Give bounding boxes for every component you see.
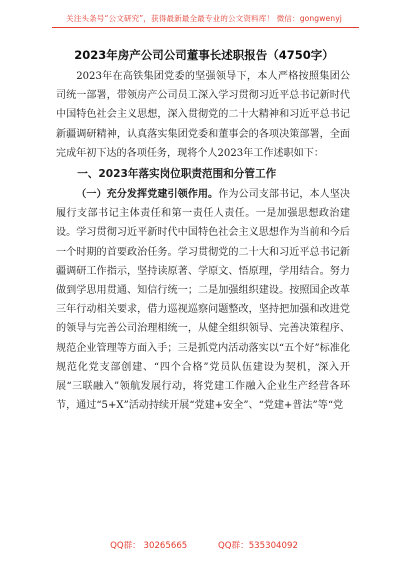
document-body — [56, 67, 350, 415]
header-divider — [52, 27, 359, 28]
subsection-body: 作为公司支部书记，本人坚决履行支部书记主体责任和第一责任人责任。一是加强思想政治建设。学习贯彻习近平新时代中国特色社会主义思想作为当前和今后一个时期的首要政治任务。学习贯彻党的二十大和习近平总书记新疆调研工作指示，坚持读原著、学原文、悟原理，学用结合。努力做到学思用贯通、知信行统一；二是加强组织建设。按照国企改革三年行动相关要求，借力巡视巡察问题整改，坚持把加强和改进党的领导与完善公司治理相统一，从健全组织领导、完善决策程序、规范企业管理等方面入手；三是抓党内活动落实以“五个好”标准化规范化党支部创建、“四个合格”党员队伍建设为契机，深入开展“三联融入”领航发展行动，将党建工作融入企业生产经营各环节，通过“5+X”活动持续开展“党建+安全”、“党建+普法”等“党 — [56, 189, 351, 412]
intro-paragraph: 2023年在高铁集团党委的坚强领导下，本人严格按照集团公司统一部署，带领房产公司员工深入学习贯彻习近平总书记新时代中国特色社会主义思想，深入贯彻党的二十大精神和习近平总书记新疆调研精神，认真落实集团党委和董事会的各项决策部署，全面完成年初下达的各项任务，现将个人2023年工作述职如下： — [56, 71, 350, 159]
footer-qq-group-2: QQ群：535304092 — [218, 541, 298, 551]
document-title: 2023年房产公司公司董事长述职报告（4750字） — [74, 48, 334, 62]
header-banner: 关注头条号“公文研究”，获得最新最全最专业的公文资料库！ 微信：gongwenyj — [66, 14, 342, 23]
subsection-paragraph — [56, 185, 350, 415]
section-heading: 一、2023年落实岗位职责范围和分管工作 — [77, 168, 277, 181]
footer-qq-group-1: QQ群： 30265665 — [110, 541, 188, 551]
footer — [0, 539, 408, 551]
subsection-heading: （一）充分发挥党建引领作用。 — [76, 189, 219, 201]
